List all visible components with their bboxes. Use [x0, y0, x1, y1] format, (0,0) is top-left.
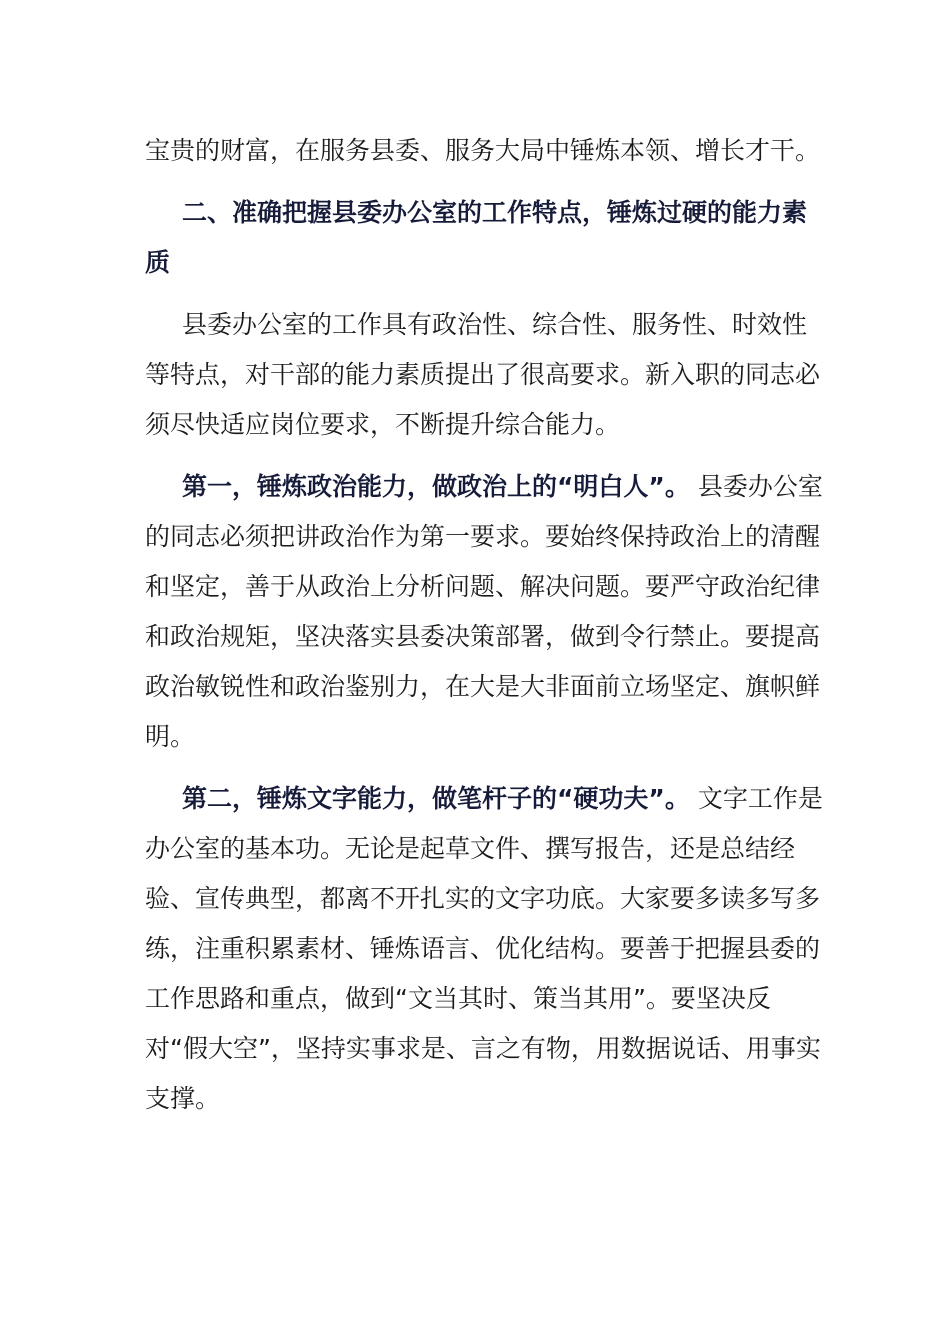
point-lead-text: 第一，锤炼政治能力，做政治上的“明白人”。	[182, 472, 690, 501]
paragraph-second-point	[145, 774, 825, 1124]
paragraph-continuation	[145, 126, 825, 176]
document-body	[145, 126, 825, 1136]
paragraph-intro	[145, 300, 825, 450]
section-heading	[145, 188, 825, 288]
paragraph-text: 县委办公室的工作具有政治性、综合性、服务性、时效性等特点，对干部的能力素质提出了很高要求。新入职的同志必须尽快适应岗位要求，不断提升综合能力。	[145, 310, 821, 439]
paragraph-text: 宝贵的财富，在服务县委、服务大局中锤炼本领、增长才干。	[145, 136, 821, 165]
point-lead-text: 第二，锤炼文字能力，做笔杆子的“硬功夫”。	[182, 784, 690, 813]
point-body-text: 县委办公室的同志必须把讲政治作为第一要求。要始终保持政治上的清醒和坚定，善于从政治上分析问题、解决问题。要严守政治纪律和政治规矩，坚决落实县委决策部署，做到令行禁止。要提高政治敏锐性和政治鉴别力，在大是大非面前立场坚定、旗帜鲜明。	[145, 472, 823, 751]
section-heading-text: 二、准确把握县委办公室的工作特点，锤炼过硬的能力素质	[145, 198, 808, 277]
point-body-text: 文字工作是办公室的基本功。无论是起草文件、撰写报告，还是总结经验、宣传典型，都离不开扎实的文字功底。大家要多读多写多练，注重积累素材、锤炼语言、优化结构。要善于把握县委的工作思路和重点，做到“文当其时、策当其用”。要坚决反对“假大空”，坚持实事求是、言之有物，用数据说话、用事实支撑。	[145, 784, 823, 1113]
paragraph-first-point	[145, 462, 825, 762]
